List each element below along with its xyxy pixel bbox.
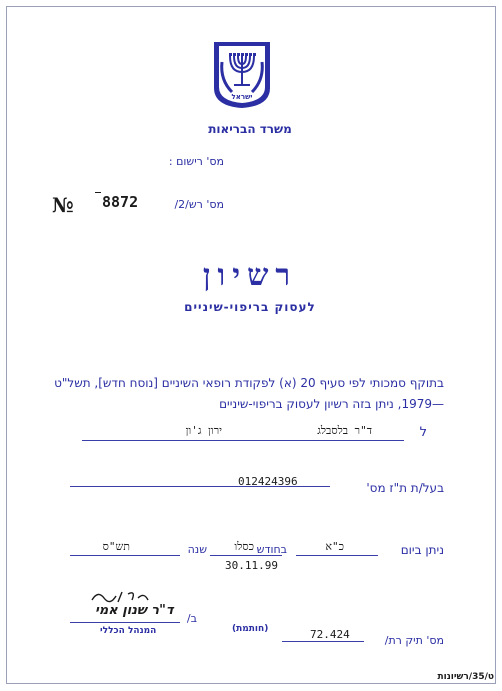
id-number: 012424396 [238,475,298,488]
file-label: מס' תיק רת/ [384,634,444,647]
file-number: 72.424 [310,628,350,641]
year-line [70,555,180,556]
signature-prefix: ב/ [186,612,197,625]
to-label: ל [419,425,427,440]
day-line [296,555,378,556]
year-label: שנה [187,543,207,556]
form-code: ט/35/רשיונות [437,672,494,682]
issued-label: ניתן ביום [400,543,444,557]
issued-day: כ"א [325,540,344,553]
license-body-text: בתוקף סמכותי לפי סעיף 20 (א) לפקודת רופאי השיניים [נוסח חדש], תשל"ט—1979, ניתן בזה רשיון לעסוק בריפוי-שיניים [54,376,444,411]
signature-line [70,622,180,623]
ministry-name: משרד הבריאות [208,122,292,136]
file-line [282,641,364,642]
stamp-label: (חותמת) [232,624,269,634]
issued-gregorian-date: 30.11.99 [225,559,278,572]
license-number: 8872 [102,193,139,211]
holder-title: ד"ר בלסבלג [317,424,372,437]
emblem-inscription: ישראל [231,93,253,101]
issued-month: כסלו [234,540,254,553]
page-title: רשיון [202,258,298,293]
holder-name: ירון ג'ון [185,424,222,437]
month-label: בחודש [256,543,287,556]
state-emblem-icon [210,40,274,110]
license-ref-label: מס' רש/2/ [174,198,224,211]
month-line [210,555,282,556]
number-tick [95,192,101,193]
number-symbol: № [52,193,74,217]
id-label: בעל/ת ת"ז מס' [366,481,444,495]
registration-label: מס' רישום : [168,155,224,168]
signatory-name: ד"ר שנון אמי [95,603,174,618]
issued-year: תש"ס [102,540,130,553]
page-subtitle: לעסוק בריפוי-שיניים [184,300,316,314]
signatory-title: המנהל הכללי [100,626,157,636]
holder-line [82,440,404,441]
